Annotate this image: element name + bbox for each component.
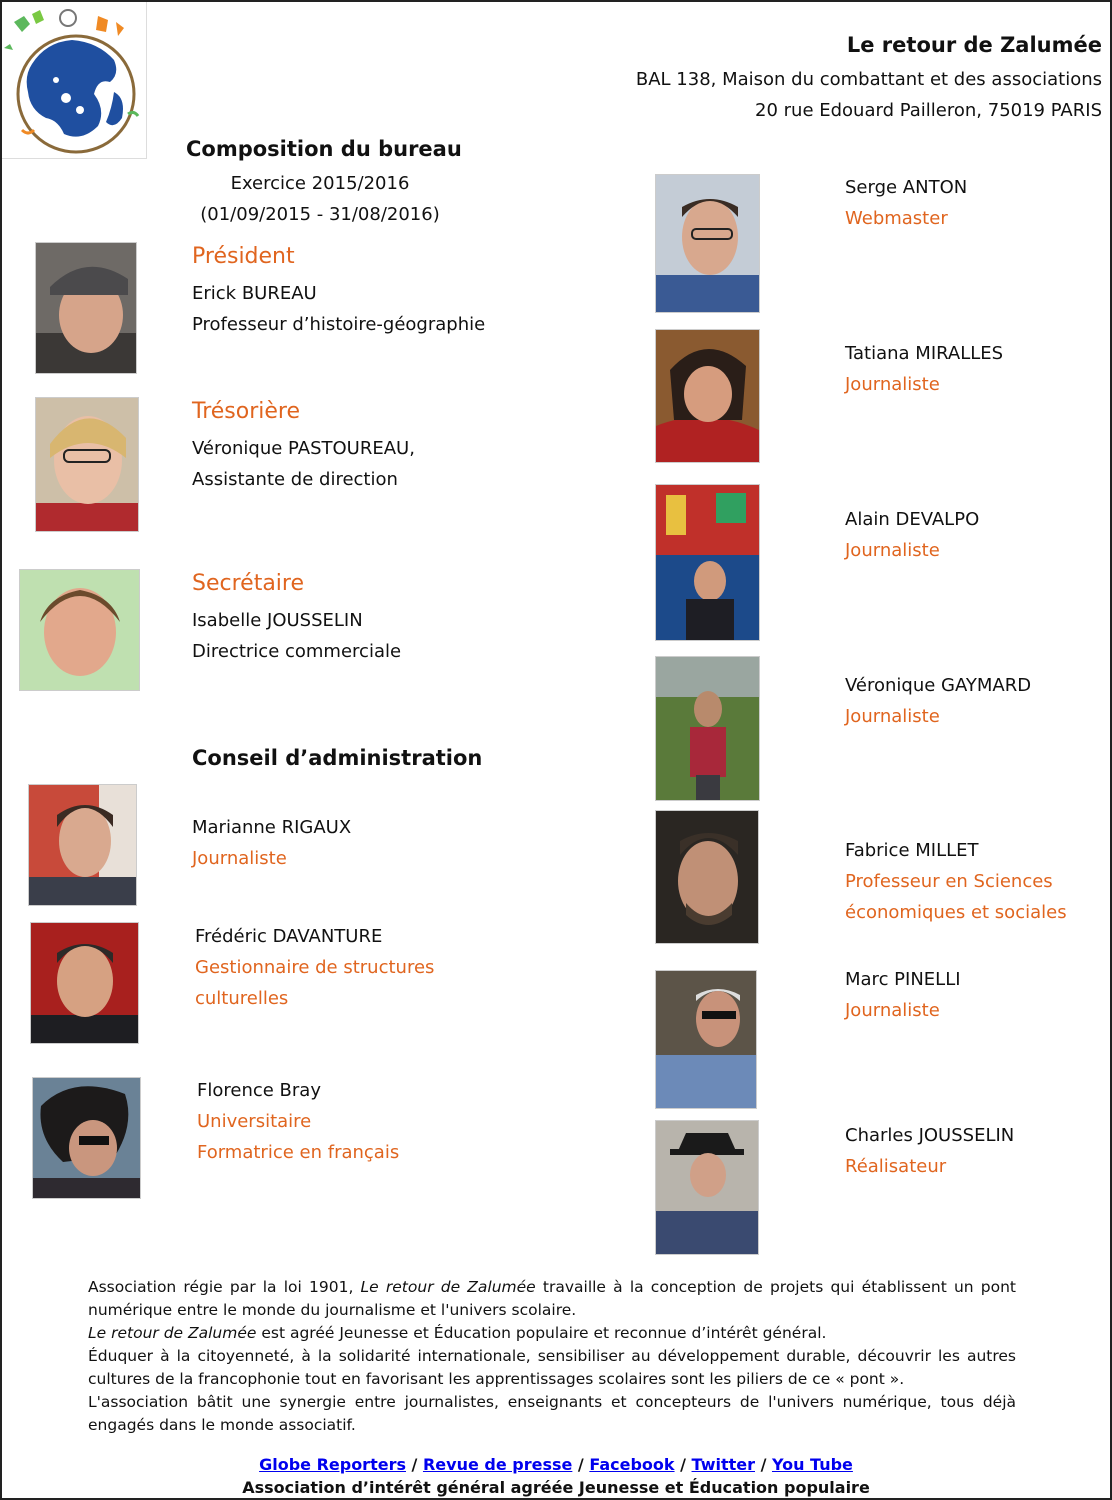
member-role: Journaliste <box>845 1000 940 1021</box>
portrait-icon <box>20 570 139 690</box>
link-revue-de-presse[interactable]: Revue de presse <box>422 1455 573 1474</box>
link-globe-reporters[interactable]: Globe Reporters <box>259 1455 406 1474</box>
member-name: Frédéric DAVANTURE <box>195 926 383 947</box>
member-secretaire <box>192 569 401 667</box>
member-charles-jousselin <box>845 1120 1014 1182</box>
link-separator: / <box>405 1455 423 1474</box>
address-line-2: 20 rue Edouard Pailleron, 75019 PARIS <box>755 100 1102 121</box>
exercice-label: Exercice 2015/2016 <box>230 173 410 194</box>
photo-frederic-davanture <box>30 922 139 1044</box>
tagline: Association d’intérêt général agréée Jeunesse et Éducation populaire <box>242 1478 870 1497</box>
link-separator: / <box>674 1455 692 1474</box>
exercice-dates: (01/09/2015 - 31/08/2016) <box>200 204 440 225</box>
member-role: Journaliste <box>845 540 940 561</box>
role-title-secretaire: Secrétaire <box>192 571 305 596</box>
member-role: Réalisateur <box>845 1156 947 1177</box>
portrait-icon <box>29 785 136 905</box>
link-facebook[interactable]: Facebook <box>589 1455 675 1474</box>
member-role: culturelles <box>195 988 289 1009</box>
footer-links <box>2 1453 1110 1477</box>
member-tresoriere <box>192 397 415 495</box>
member-name: Florence Bray <box>197 1080 321 1101</box>
member-role: Journaliste <box>845 374 940 395</box>
globe-logo-icon <box>2 2 146 158</box>
portrait-icon <box>656 1121 758 1254</box>
member-name: Serge ANTON <box>845 177 968 198</box>
portrait-icon <box>656 175 759 312</box>
member-florence-bray <box>197 1075 399 1168</box>
portrait-icon <box>656 971 756 1108</box>
member-role: Directrice commerciale <box>192 641 402 662</box>
member-role: Journaliste <box>845 706 940 727</box>
member-name: Alain DEVALPO <box>845 509 980 530</box>
member-name: Isabelle JOUSSELIN <box>192 610 363 631</box>
association-description <box>88 1276 1016 1437</box>
photo-veronique-pastoureau <box>35 397 139 532</box>
photo-alain-devalpo <box>655 484 760 641</box>
member-name: Erick BUREAU <box>192 283 317 304</box>
zalumee-logo <box>2 2 147 159</box>
link-youtube[interactable]: You Tube <box>771 1455 853 1474</box>
member-name: Véronique GAYMARD <box>845 675 1032 696</box>
portrait-icon <box>656 330 759 462</box>
photo-florence-bray <box>32 1077 141 1199</box>
member-name: Marc PINELLI <box>845 969 961 990</box>
photo-marc-pinelli <box>655 970 757 1109</box>
member-name: Véronique PASTOUREAU, <box>192 438 415 459</box>
photo-tatiana-miralles <box>655 329 760 463</box>
member-role: Professeur d’histoire-géographie <box>192 314 486 335</box>
member-role: Formatrice en français <box>197 1142 400 1163</box>
link-twitter[interactable]: Twitter <box>691 1455 755 1474</box>
member-role: économiques et sociales <box>845 902 1067 923</box>
member-frederic-davanture <box>195 921 434 1014</box>
member-president <box>192 242 485 340</box>
portrait-icon <box>31 923 138 1043</box>
portrait-icon <box>36 398 138 531</box>
member-veronique-gaymard <box>845 670 1031 732</box>
photo-serge-anton <box>655 174 760 313</box>
description-paragraph: L'association bâtit une synergie entre journalistes, enseignants et concepteurs de l'univers numérique, tous déjà engagés dans le monde associatif. <box>88 1393 1016 1434</box>
description-paragraph: Le retour de Zalumée est agréé Jeunesse et Éducation populaire et reconnue d’intérêt général. <box>88 1324 827 1342</box>
role-title-president: Président <box>192 244 295 269</box>
member-tatiana-miralles <box>845 338 1003 400</box>
photo-veronique-gaymard <box>655 656 760 801</box>
member-role: Professeur en Sciences <box>845 871 1053 892</box>
address-line-1: BAL 138, Maison du combattant et des associations <box>635 69 1102 90</box>
member-role: Assistante de direction <box>192 469 398 490</box>
member-fabrice-millet <box>845 835 1067 928</box>
member-alain-devalpo <box>845 504 979 566</box>
description-paragraph: Association régie par la loi 1901, Le retour de Zalumée travaille à la conception de projets qui établissent un pont numérique entre le monde du journalisme et l'univers scolaire. <box>88 1278 1016 1319</box>
member-role: Webmaster <box>845 208 948 229</box>
photo-fabrice-millet <box>655 810 759 944</box>
portrait-icon <box>656 485 759 640</box>
member-name: Fabrice MILLET <box>845 840 979 861</box>
member-serge-anton <box>845 172 967 234</box>
photo-isabelle-jousselin <box>19 569 140 691</box>
link-separator: / <box>572 1455 590 1474</box>
conseil-title: Conseil d’administration <box>192 746 483 770</box>
member-role: Journaliste <box>192 848 287 869</box>
portrait-icon <box>656 657 759 800</box>
bureau-title: Composition du bureau <box>186 137 462 161</box>
member-name: Charles JOUSSELIN <box>845 1125 1015 1146</box>
member-role: Universitaire <box>197 1111 312 1132</box>
member-name: Marianne RIGAUX <box>192 817 352 838</box>
role-title-tresoriere: Trésorière <box>192 399 301 424</box>
link-separator: / <box>755 1455 772 1474</box>
org-name: Le retour de Zalumée <box>846 33 1102 57</box>
portrait-icon <box>33 1078 140 1198</box>
member-marianne-rigaux <box>192 812 351 874</box>
member-role: Gestionnaire de structures <box>195 957 435 978</box>
description-paragraph: Éduquer à la citoyenneté, à la solidarité internationale, sensibiliser au développement durable, découvrir les autres cultures de la francophonie tout en favorisant les apprentissages scolaires sont les piliers de ce « pont ». <box>88 1347 1016 1388</box>
portrait-icon <box>656 811 758 943</box>
member-name: Tatiana MIRALLES <box>845 343 1004 364</box>
photo-erick-bureau <box>35 242 137 374</box>
photo-charles-jousselin <box>655 1120 759 1255</box>
portrait-icon <box>36 243 136 373</box>
photo-marianne-rigaux <box>28 784 137 906</box>
member-marc-pinelli <box>845 964 961 1026</box>
